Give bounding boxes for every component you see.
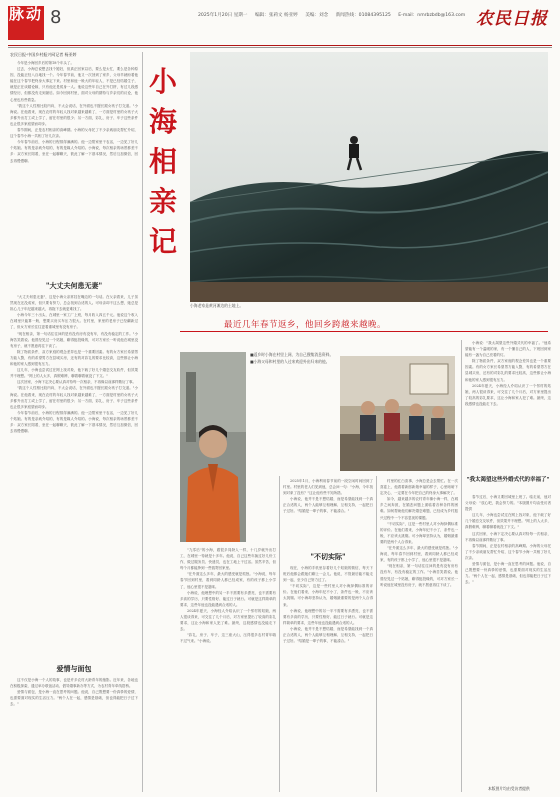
- paragraph: 今年春节前后，小海的日程排得满满的。他一边帮家里干农活，一边见了好几个姑娘。有的是亲戚介绍的，有的是媒人介绍的。小海说，每次相亲的场景都差不多：双方家长陪着，坐在一起聊聊天，彼此了解一下基本情况，然后互加微信，回去再慢慢聊。: [10, 410, 138, 434]
- news-hotline: 新闻热线：01084395125: [335, 13, 391, 18]
- paragraph: 小海说："我太渴望这些外婚式代的幸福了。"他希望能有一个温暖的家，有一个懂自己的人，下班回到家能有一盏为自己亮着的灯。: [465, 341, 551, 358]
- paragraph: 2025年1月，小海利用春节前的一段空闲时间回到了村里。村里的老人们见到他，总会问一句："小海，今年找到对象了没有？"这让他有些不知所措。: [283, 479, 373, 496]
- paragraph: "大丈夫何患无妻"，这是小海父亲常挂在嘴边的一句话。在父亲看来，儿子虽然现在还没成家，但只要肯努力，总会找到合适的人。可母亲却不这么想，她总是担心儿子年纪越来越大，再拖下去就更难找了。: [10, 295, 138, 312]
- header-rule: [8, 45, 552, 46]
- paragraph: 2024年夏天，小海经人介绍认识了一个邻村的姑娘，两人很谈得来，可交往了几个月后，对方家里提出了较高的彩礼要求，这让小海和家人犯了难。最终，这段感情也没能走下去。: [180, 608, 276, 632]
- email: E-mail：nmrbzbdb@163.com: [398, 13, 466, 18]
- paragraph: "九零后"的小海，跟很多同龄人一样，十几岁就外出打工，在城里一待就是十多年。他说，自己这些年换过好几份工作，做过服务员、快递员，也在工地上干过活。虽然辛苦，但每个月都能挣到一些钱寄回家里。: [180, 548, 276, 571]
- paragraph: 今年是小海回乡后的第18个年头了。: [17, 61, 74, 65]
- column-divider: [279, 476, 280, 792]
- family-image: [340, 356, 455, 471]
- editor: 编辑：张莉文 杨亚婷: [254, 13, 298, 18]
- paragraph: 这次回家，小海下定决心要认真对待每一次相亲，不再像以前那样敷衍了事。: [17, 380, 136, 385]
- paragraph: 除了物质条件，双方家庭的观念差异也是一个重要因素。有的女方家长希望男方能入赘，有的希望男方在县城买房，还有的对彩礼的要求比较高，这些都让小海和他的家人感到很有压力。: [10, 349, 138, 367]
- paragraph: 村里的红白喜事，小海总是会去帮忙。在一次喜宴上，他看着新郎新娘幸福的样子，心里暗暗下定决心，一定要在今年把自己的终身大事解决了。: [380, 479, 458, 496]
- subhead-3: "我太渴望这些外婚式代的幸福了": [466, 477, 550, 483]
- paragraph: 这几年，小海也尝试过在网上找对象，他下载了好几个婚恋交友软件，但效果并不理想。"网上的人太多，真假难辨，聊着聊着就没了下文。": [10, 368, 138, 379]
- paragraph: 爱情与面包，是小海一直在思考的问题。他说，自己既想要一份真挚的爱情，也需要面对现实的生活压力。"两个人在一起，感情是基础，但也得能把日子过下去。": [10, 690, 138, 707]
- paragraph: 春节期间，正是农村相亲的高峰期。小海的父母托了不少亲戚朋友帮忙介绍，这个春节小海一共相了好几次亲。: [10, 128, 138, 139]
- text-column-1: [10, 60, 138, 276]
- paragraph: 过去，小海总说想去找个媳妇，但真正回家以后，要么是太忙，要么是各种原因，没能正经八百地找一个。今年春节前，他又一次回到了家乡，父母早就盼着他能在这个春节把终身大事定下来。村里和他一般大的年轻人，不是已经结婚生子，就是正在谈婚论嫁，只有他还是孤身一人。他说这些年自己在外打拼，有过几段感情经历，但都没有走到最后。如今回到村里，面对父母的期待与乡亲们的议论，他心里也有些着急。: [10, 67, 138, 102]
- portrait-image: [180, 352, 246, 542]
- header-rule-thin: [8, 47, 552, 48]
- paragraph: "我这个人性格比较内向，不太会说话，在外面也不擅长跟女孩子打交道。"小海说。在他看来，现在农村的年轻人找对象越来越难了，一方面是村里的女孩子大多都外出打工或上学了，留在村里的很少；另一方面，彩礼、房子、车子这些条件也让很多家庭望而却步。: [10, 386, 138, 409]
- masthead-logo: 农民日报: [476, 9, 548, 29]
- paragraph: "在外面这么多年，最大的感受就是孤独。"小海说，每年春节回到村里，看到同龄人都已经成家，有的孩子都上小学了，他心里很不是滋味。: [380, 546, 458, 563]
- text-column-1b: [10, 294, 138, 660]
- paragraph: 这次回家，小海下定决心要认真对待每一次相亲，不再像以前那样敷衍了事。: [465, 531, 551, 542]
- paragraph: "现在相亲，第一句话往往问的是有没有房有没有车，有没有稳定的工作。"小海苦笑着说。他曾经见过一个姑娘，聊得挺投缘的，可对方家长一听说他在城里没有房子，就不愿意再往下谈了。: [10, 331, 138, 348]
- paragraph: 春节期间，正是农村相亲的高峰期。小海的父母托了不少亲戚朋友帮忙介绍，这个春节小海一共相了好几次亲。: [465, 543, 551, 560]
- subhead-4: 爱情与面包: [56, 664, 92, 673]
- paragraph: 小海说，他并不是不想结婚，而是希望能找到一个真正合适的人，两个人能够互相理解、互相支持，一起把日子过好。"结婚是一辈子的事，不能凑合。": [283, 497, 373, 514]
- paragraph: 现在，小海的手机里存着好几个姑娘的微信，每天下班后他都会跟她们聊上一会儿。他说，不管最后能不能走到一起，至少自己努力过了。: [283, 566, 373, 583]
- text-column-1c: [10, 677, 138, 793]
- subhead-2: "不切实际": [310, 552, 346, 561]
- column-divider: [142, 52, 143, 792]
- page-number: 8: [50, 7, 62, 28]
- paragraph: 小海说，他并不是不想结婚，而是希望能找到一个真正合适的人，两个人能够互相理解、互相支持，一起把日子过好。"结婚是一辈子的事，不能凑合。": [283, 626, 373, 644]
- subhead-1: "大丈夫何患无妻": [45, 281, 103, 290]
- paragraph: "现在相亲，第一句话往往问的是有没有房有没有车，有没有稳定的工作。"小海苦笑着说。他曾经见过一个姑娘，聊得挺投缘的，可对方家长一听说他在城里没有房子，就不愿意再往下谈了。: [380, 564, 458, 587]
- photo-caption-1: ■返乡时小海在村里上网，为自己搜集消息资料。: [250, 352, 334, 357]
- paragraph: 2024年夏天，小海经人介绍认识了一个邻村的姑娘，两人很谈得来，可交往了几个月后，对方家里提出了较高的彩礼要求，这让小海和家人犯了难。最终，这段感情也没能走下去。: [465, 383, 551, 406]
- paragraph: 小海今年三十出头，在城里一家工厂上班，每月收入四五千元。他说这个收入在城里只能算一般，想要买房买车压力很大。在村里，家里的老房子已经翻新过了，但女方家长往往更看重城里有没有房子。: [10, 313, 138, 330]
- paragraph: 爱情与面包，是小海一直在思考的问题。他说，自己既想要一份真挚的爱情，也需要面对现实的生活压力。"两个人在一起，感情是基础，但也得能把日子过下去。": [465, 562, 551, 585]
- paragraph: 小海说，他理想中的另一半不需要有多漂亮，也不需要有多高的学历，只要性格好、能过日子就行。可就是这样简单的要求，这些年他也没能遇到合适的人。: [283, 608, 373, 625]
- paragraph: "不切实际"，这是一些村里人对小海择偶标准的评价。在他们看来，小海年纪不小了，条件也一般，不应该太挑剔。可小海却坚持认为，婚姻最重要的是两个人合得来。: [283, 584, 373, 607]
- paragraph: 这不仅是小海一个人的故事，也是许多农村大龄青年的缩影。近年来，各地也在积极探索，通过举办联谊活动、倡导婚事新办等方式，为农村青年牵线搭桥。: [10, 678, 138, 689]
- paragraph: 今年春节前后，小海的日程排得满满的。他一边帮家里干农活，一边见了好几个姑娘。有的是亲戚介绍的，有的是媒人介绍的。小海说，每次相亲的场景都差不多：双方家长陪着，坐在一起聊聊天，彼此了解一下基本情况，然后互加微信，回去再慢慢聊。: [10, 140, 138, 163]
- text-column-4b: [283, 565, 373, 793]
- paragraph: "不切实际"，这是一些村里人对小海择偶标准的评价。在他们看来，小海年纪不小了，条件也一般，不应该太挑剔。可小海却坚持认为，婚姻最重要的是两个人合得来。: [380, 521, 458, 544]
- text-column-6b: [465, 494, 551, 784]
- text-column-3: [180, 547, 276, 793]
- paragraph: 如今，越来越多的农村青年像小海一样，在城乡之间奔波，在婚恋问题上面临着各种各样的困难。如何帮助他们解决婚恋难题，已经成为乡村振兴过程中一个不容忽视的课题。: [380, 497, 458, 520]
- byline: 农民日报·中国乡村振兴网记者 杨亚婷: [10, 52, 77, 57]
- deck-rule: [180, 331, 548, 332]
- text-column-6a: [465, 340, 551, 472]
- column-divider: [461, 340, 462, 792]
- paragraph: "彩礼、房子、车子，这三座大山，压得很多农村青年喘不过气来。"小海说。: [180, 633, 276, 644]
- paragraph: 除了物质条件，双方家庭的观念差异也是一个重要因素。有的女方家长希望男方能入赘，有的希望男方在县城买房，还有的对彩礼的要求比较高，这些都让小海和他的家人感到很有压力。: [465, 359, 551, 382]
- main-photo-caption: 小海老家是黄河滩边的土地上。: [190, 303, 244, 308]
- main-photo: [190, 52, 548, 302]
- paragraph: 这几年，小海也尝试过在网上找对象，他下载了好几个婚恋交友软件，但效果并不理想。"网上的人太多，真假难辨，聊着聊着就没了下文。": [465, 513, 551, 530]
- column-divider: [376, 476, 377, 792]
- section-badge: 脉动: [8, 6, 44, 40]
- text-column-5: [380, 478, 458, 792]
- greenhouse-photo: [190, 52, 548, 302]
- article-title: 小海相亲记: [148, 65, 177, 258]
- paragraph: 春节过后，小海又要回城里上班了。临走前，他对父母说："放心吧，我会努力的。"本版图片均由受访者提供: [465, 495, 551, 512]
- photo-caption-2: ■小海父母和村里的人过来欢迎外出归来的他。: [250, 359, 330, 364]
- photo-credit: 本版图片均由受访者提供: [488, 786, 530, 791]
- paragraph: "在外面这么多年，最大的感受就是孤独。"小海说，每年春节回到村里，看到同龄人都已经成家，有的孩子都上小学了，他心里很不是滋味。: [180, 572, 276, 589]
- header-info: [198, 12, 466, 18]
- paragraph: 小海说，他理想中的另一半不需要有多漂亮，也不需要有多高的学历，只要性格好、能过日子就行。可就是这样简单的要求，这些年他也没能遇到合适的人。: [180, 590, 276, 607]
- portrait-photo: [180, 352, 246, 542]
- family-photo: [340, 356, 455, 471]
- designer: 美编：刘念: [305, 13, 329, 18]
- issue-date: 2025年1月20日 星期一: [198, 13, 248, 18]
- paragraph: "我这个人性格比较内向，不太会说话，在外面也不擅长跟女孩子打交道。"小海说。在他看来，现在农村的年轻人找对象越来越难了，一方面是村里的女孩子大多都外出打工或上学了，留在村里的很少；另一方面，彩礼、房子、车子这些条件也让很多家庭望而却步。: [10, 103, 138, 126]
- text-column-4a: [283, 478, 373, 548]
- article-deck: 最近几年春节返乡，他回乡跨越来越晚。: [223, 320, 386, 330]
